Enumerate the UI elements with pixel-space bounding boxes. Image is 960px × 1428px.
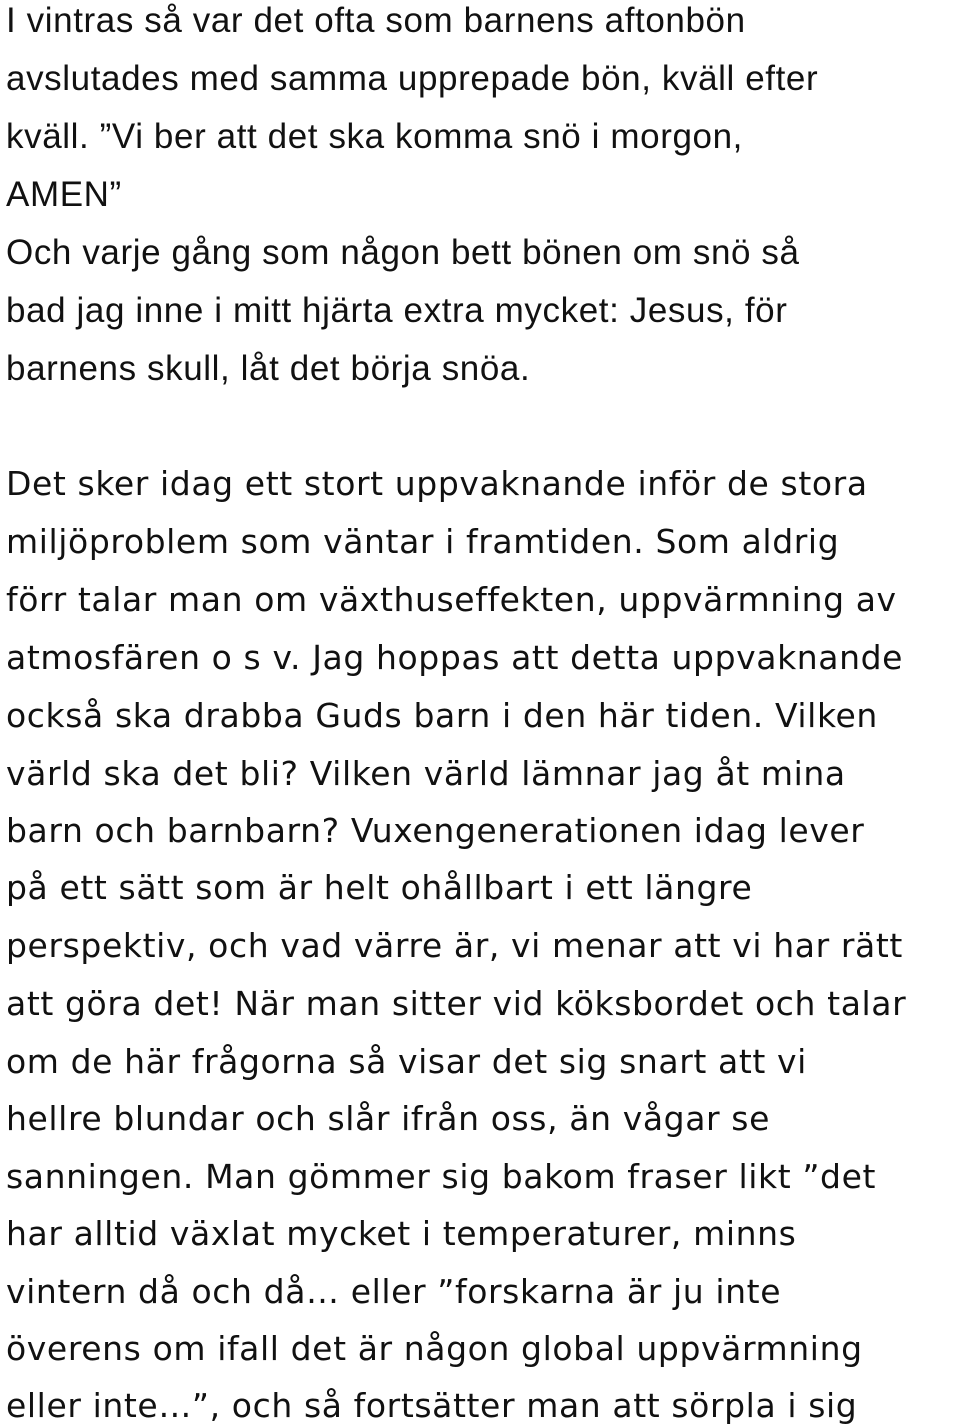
text-line: miljöproblem som väntar i framtiden. Som aldrig <box>6 522 840 561</box>
text-line: Och varje gång som någon bett bönen om snö så <box>6 233 800 272</box>
text-line: att göra det! När man sitter vid köksbordet och talar <box>6 984 907 1023</box>
text-line: bad jag inne i mitt hjärta extra mycket: Jesus, för <box>6 291 788 330</box>
text-line: barn och barnbarn? Vuxengenerationen idag lever <box>6 811 865 850</box>
text-line: på ett sätt som är helt ohållbart i ett längre <box>6 868 753 907</box>
text-line: vintern då och då… eller ”forskarna är ju inte <box>6 1272 782 1311</box>
text-line: förr talar man om växthuseffekten, uppvärmning av <box>6 580 897 619</box>
text-line: hellre blundar och slår ifrån oss, än vågar se <box>6 1099 770 1138</box>
text-line: värld ska det bli? Vilken värld lämnar jag åt mina <box>6 754 846 793</box>
text-line: barnens skull, låt det börja snöa. <box>6 349 531 388</box>
text-line: avslutades med samma upprepade bön, kväll efter <box>6 59 819 98</box>
text-line: överens om ifall det är någon global uppvärmning <box>6 1329 863 1368</box>
text-line: har alltid växlat mycket i temperaturer, minns <box>6 1214 797 1253</box>
text-line: Det sker idag ett stort uppvaknande inför de stora <box>6 464 868 503</box>
text-line: om de här frågorna så visar det sig snart att vi <box>6 1042 807 1081</box>
text-line: I vintras så var det ofta som barnens aftonbön <box>6 1 746 40</box>
text-line: kväll. ”Vi ber att det ska komma snö i morgon, <box>6 117 743 156</box>
text-line: sanningen. Man gömmer sig bakom fraser likt ”det <box>6 1157 877 1196</box>
text-line: också ska drabba Guds barn i den här tiden. Vilken <box>6 696 878 735</box>
text-line: atmosfären o s v. Jag hoppas att detta uppvaknande <box>6 638 904 677</box>
text-line: perspektiv, och vad värre är, vi menar att vi har rätt <box>6 926 903 965</box>
text-line: AMEN” <box>6 175 122 214</box>
text-line: eller inte…”, och så fortsätter man att sörpla i sig <box>6 1386 858 1425</box>
